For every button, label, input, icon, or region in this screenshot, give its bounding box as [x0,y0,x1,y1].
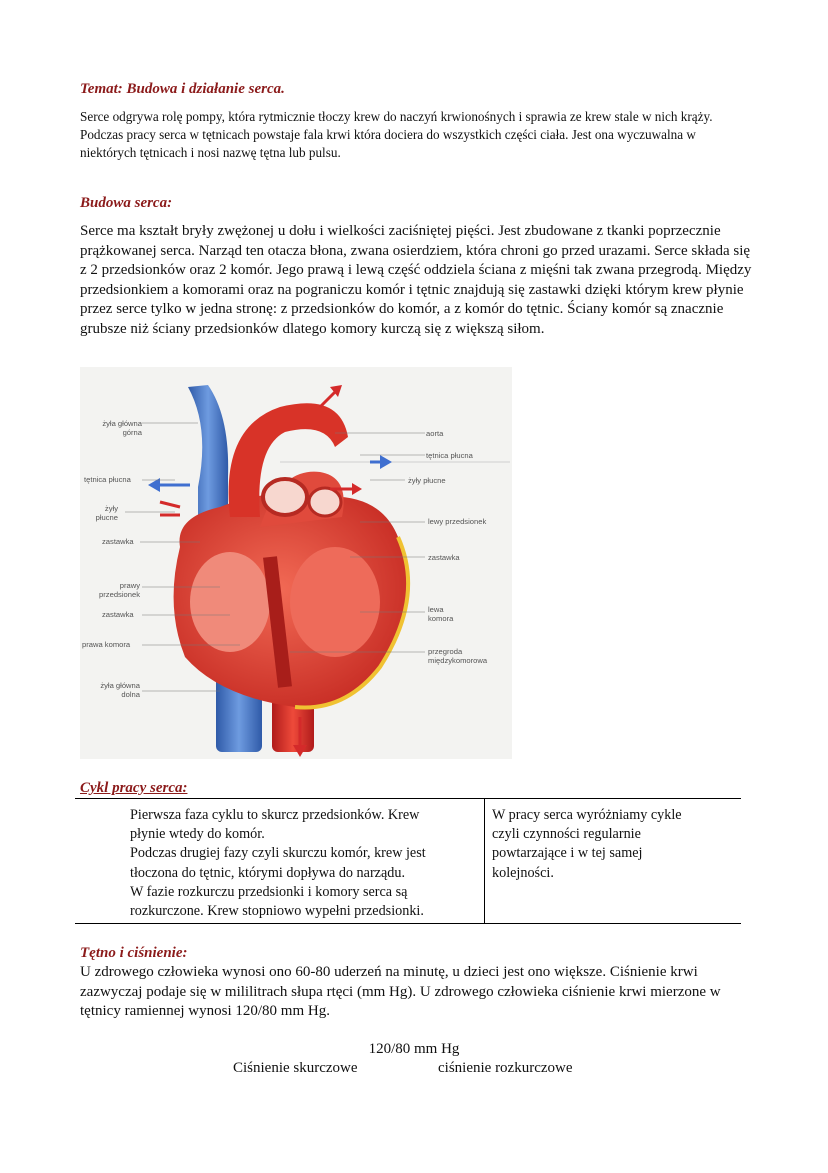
label-vena-cava-superior: żyła główna górna [102,419,142,437]
label-aorta: aorta [426,429,444,438]
label-pulmonary-artery-right: tętnica płucna [426,451,473,460]
table-divider [484,799,485,923]
systolic-label: Ciśnienie skurczowe [233,1060,358,1076]
topic-heading: Temat: Budowa i działanie serca. [80,81,285,97]
label-pulmonary-veins-left: żyły płucne [95,504,118,522]
cycle-line: W fazie rozkurczu przedsionki i komory serca są [130,883,408,900]
label-valve-right: zastawka [428,553,460,562]
label-left-atrium: lewy przedsionek [428,517,487,526]
cycle-heading: Cykl pracy serca: [80,780,188,796]
heart-diagram [80,367,512,759]
heart-illustration [80,367,512,759]
label-valve-left-2: zastawka [102,610,134,619]
label-pulmonary-artery-left: tętnica płucna [84,475,131,484]
cycle-note-line: powtarzające i w tej samej [492,845,643,862]
cycle-table [75,798,741,924]
cycle-line: Podczas drugiej fazy czyli skurczu komór, krew jest [130,845,426,862]
label-valve-left-1: zastawka [102,537,134,546]
cycle-line: Pierwsza faza cyklu to skurcz przedsionków. Krew [130,807,420,823]
topic-paragraph: Serce odgrywa rolę pompy, która rytmicznie tłoczy krew do naczyń krwionośnych i sprawia ze krew stale w nich krąży. Podczas pracy serca w tętnicach powstaje fala krwi która dociera do wszystkich części ciała. Jest ona wyczuwalna w niektórych tętnicach i nosi nazwę tętna lub pulsu. [80,109,713,160]
label-right-atrium: prawy przedsionek [99,581,140,599]
label-pulmonary-veins-right: żyły płucne [408,476,446,485]
label-right-ventricle: prawa komora [82,640,131,649]
cycle-description [130,806,480,921]
structure-heading: Budowa serca: [80,195,173,211]
cycle-note-line: kolejności. [492,864,554,881]
pressure-value: 120/80 mm Hg [368,1041,460,1057]
cycle-line: rozkurczone. Krew stopniowo wypełni przedsionki. [130,903,424,920]
label-septum: przegroda międzykomorowa [428,647,488,665]
cycle-line: tłoczona do tętnic, którymi dopływa do narządu. [130,864,406,881]
cycle-note [492,806,732,883]
label-left-ventricle: lewa komora [428,605,454,623]
cycle-line: płynie wtedy do komór. [130,826,265,843]
diastolic-label: ciśnienie rozkurczowe [438,1060,573,1076]
structure-paragraph: Serce ma kształt bryły zwężonej u dołu i wielkości zaciśniętej pięści. Jest zbudowane z tkanki poprzecznie prążkowanej serca. Narząd ten otacza błona, zwana osierdziem, która chroni go przed urazami. Serce składa się z 2 przedsionków oraz 2 komór. Jego prawą i lewą część oddziela ściana z mięśni tak zwana przegrodą. Między przedsionkiem a komorami oraz na pograniczu komór i tętnic znajdują się zastawki dzięki którym krew płynie przez serce tylko w jedna stronę: z przedsionków do komór, a z komór do tętnic. Ściany komór są znacznie grubsze niż ściany przedsionków dlatego komory kurczą się z większą siłom. [80,223,752,337]
cycle-note-line: W pracy serca wyróżniamy cykle [492,807,682,823]
label-vena-cava-inferior: żyła główna dolna [100,681,140,699]
pulse-heading: Tętno i ciśnienie: [80,945,188,961]
pulse-paragraph: U zdrowego człowieka wynosi ono 60-80 uderzeń na minutę, u dzieci jest ono większe. Ciśnienie krwi zazwyczaj podaje się w mililitrach słupa rtęci (mm Hg). U zdrowego człowieka ciśnienie krwi mierzone w tętnicy ramiennej wynosi 120/80 mm Hg. [80,964,721,1019]
cycle-note-line: czyli czynności regularnie [492,826,641,843]
